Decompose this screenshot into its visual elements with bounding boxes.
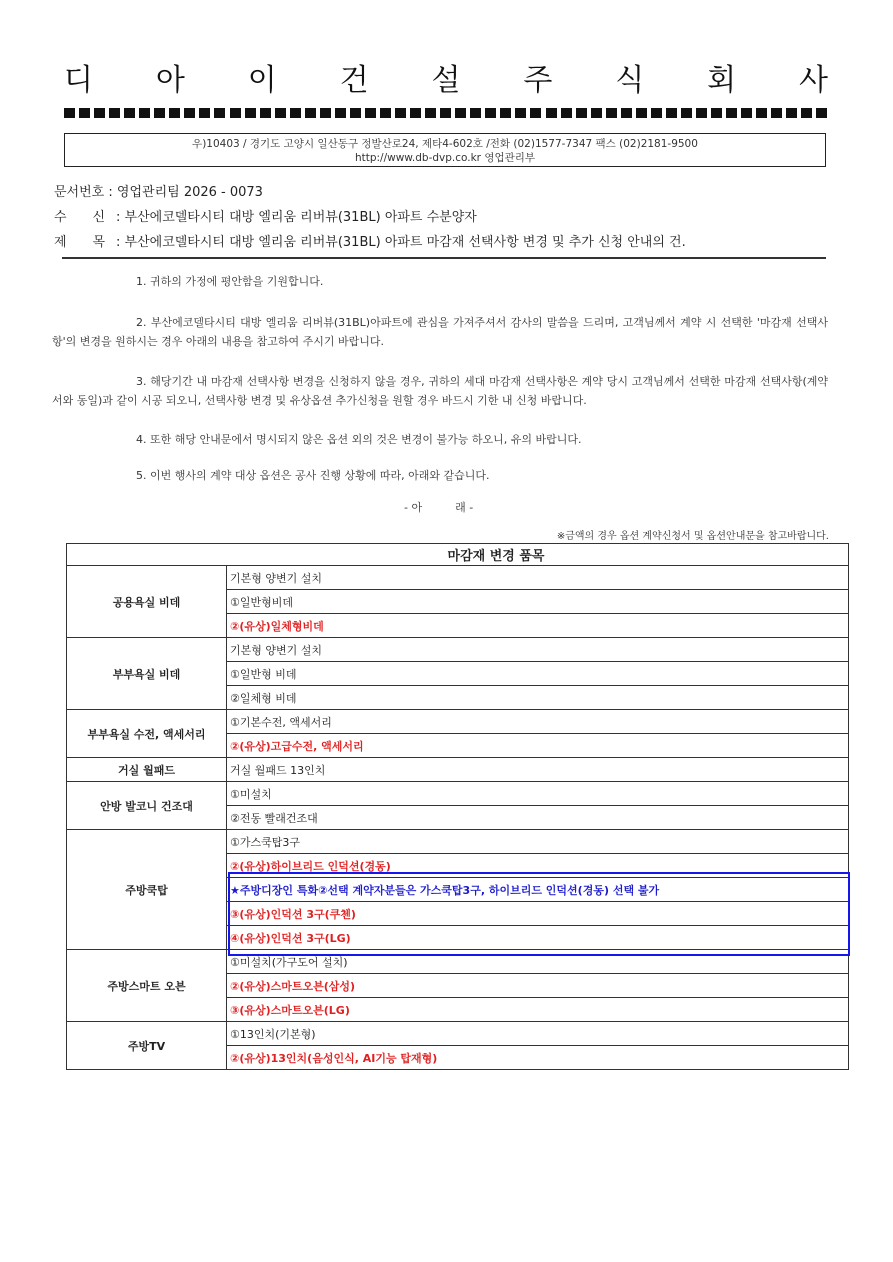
company-title-char: 건 [339,63,369,98]
divider-square [124,108,135,118]
divider-square [169,108,180,118]
option-cell: ②일체형 비데 [227,686,849,710]
divider-square [109,108,120,118]
divider-square [305,108,316,118]
recipient-value: 부산에코델타시티 대방 엘리움 리버뷰(31BL) 아파트 수분양자 [124,210,477,225]
company-title-char: 식 [615,63,645,98]
company-title-char: 회 [707,63,737,98]
address-box [64,133,826,167]
option-cell: 기본형 양변기 설치 [227,566,849,590]
option-cell: ①일반형비데 [227,590,849,614]
paragraph-5-text: 5. 이번 행사의 계약 대상 옵션은 공사 진행 상황에 따라, 아래와 같습니다. [136,469,490,482]
address-line: 우)10403 / 경기도 고양시 일산동구 정발산로24, 제타4-602호 /전화 (02)1577-7347 팩스 (02)2181-9500 [192,138,698,150]
divider-square [500,108,511,118]
divider-square [771,108,782,118]
document-number-value: 영업관리팀 2026 - 0073 [116,185,263,200]
divider-square [440,108,451,118]
option-cell: ①가스쿡탑3구 [227,830,849,854]
company-title-char: 주 [523,63,553,98]
divider-square [94,108,105,118]
option-cell: ②(유상)13인치(음성인식, AI기능 탑재형) [227,1046,849,1070]
header-divider [62,257,826,259]
divider-square [546,108,557,118]
divider-square [576,108,587,118]
table-row [67,782,849,806]
divider-square [741,108,752,118]
table-row [67,830,849,854]
divider-square [290,108,301,118]
category-cell: 주방스마트 오븐 [67,950,227,1022]
table-row [67,950,849,974]
table-row [67,710,849,734]
divider-square [365,108,376,118]
divider-square [530,108,541,118]
document-number-label: 문서번호 [54,185,105,200]
paragraph-3-text: 3. 해당기간 내 마감재 선택사항 변경을 신청하지 않을 경우, 귀하의 세대 마감재 선택사항은 계약 당시 고객님께서 선택한 마감재 선택사항(계약서와 동일)과 같이 시공 되오니, 선택사항 변경 및 유상옵션 추가신청을 원할 경우 바드시 기한 내 신청 바랍니다. [52,375,828,407]
divider-square [275,108,286,118]
divider-square [64,108,75,118]
category-cell: 주방TV [67,1022,227,1070]
option-cell: 거실 월패드 13인치 [227,758,849,782]
divider-square [154,108,165,118]
divider-square [395,108,406,118]
divider-square [561,108,572,118]
divider-square [214,108,225,118]
paragraph-2 [52,313,828,351]
divider-square [801,108,812,118]
divider-square [335,108,346,118]
divider-square [591,108,602,118]
divider-square [320,108,331,118]
option-cell: ①미설치(가구도어 설치) [227,950,849,974]
subject: 제 목 : 부산에코델타시티 대방 엘리움 리버뷰(31BL) 아파트 마감재 선택사항 변경 및 추가 신청 안내의 건. [54,231,686,250]
divider-square [455,108,466,118]
paragraph-3 [52,372,828,410]
option-cell: ①일반형 비데 [227,662,849,686]
recipient: 수 신 : 부산에코델타시티 대방 엘리움 리버뷰(31BL) 아파트 수분양자 [54,206,477,225]
table-title-row [67,544,849,566]
divider-square [245,108,256,118]
option-cell: ②전동 빨래건조대 [227,806,849,830]
paragraph-1 [52,272,828,291]
decorative-square-divider [64,108,828,118]
website-line: http://www.db-dvp.co.kr 영업관리부 [354,152,536,164]
divider-square [230,108,241,118]
category-cell: 거실 월패드 [67,758,227,782]
divider-square [470,108,481,118]
below-heading: - 아 래 - [404,501,474,514]
divider-square [756,108,767,118]
divider-square [380,108,391,118]
company-title-char: 아 [155,63,185,98]
company-title-char: 설 [431,63,461,98]
price-note: ※금액의 경우 옵션 계약신청서 및 옵션안내문을 참고바랍니다. [556,531,829,542]
divider-square [425,108,436,118]
option-cell: ①미설치 [227,782,849,806]
finishing-items-table [66,543,849,1070]
option-cell: ③(유상)인덕션 3구(쿠첸) [227,902,849,926]
option-cell: ①기본수전, 액세서리 [227,710,849,734]
recipient-label: 수 신 [54,210,106,225]
divider-square [515,108,526,118]
subject-value: 부산에코델타시티 대방 엘리움 리버뷰(31BL) 아파트 마감재 선택사항 변경 및 추가 신청 안내의 건. [124,235,686,250]
category-cell: 부부욕실 비데 [67,638,227,710]
paragraph-4 [52,430,828,449]
divider-square [139,108,150,118]
divider-square [681,108,692,118]
divider-square [636,108,647,118]
option-cell: ④(유상)인덕션 3구(LG) [227,926,849,950]
divider-square [184,108,195,118]
company-title-char: 사 [799,63,828,98]
company-title-char: 이 [247,63,277,98]
paragraph-1-text: 1. 귀하의 가정에 평안함을 기원합니다. [136,275,324,288]
divider-square [696,108,707,118]
divider-square [79,108,90,118]
table-row [67,638,849,662]
divider-square [485,108,496,118]
divider-square [786,108,797,118]
divider-square [816,108,827,118]
paragraph-5 [52,466,828,485]
company-title-char: 디 [64,63,93,98]
divider-square [410,108,421,118]
table-title: 마감재 변경 품목 [67,544,849,566]
option-cell: ②(유상)스마트오븐(삼성) [227,974,849,998]
divider-square [726,108,737,118]
company-title [64,55,828,99]
divider-square [711,108,722,118]
option-cell: ②(유상)일체형비데 [227,614,849,638]
category-cell: 부부욕실 수전, 액세서리 [67,710,227,758]
subject-label: 제 목 [54,235,106,250]
option-cell: ★주방디장인 특화②선택 계약자분들은 가스쿡탑3구, 하이브리드 인덕션(경동) 선택 불가 [227,878,849,902]
option-cell: ②(유상)하이브리드 인덕션(경동) [227,854,849,878]
category-cell: 공용욕실 비데 [67,566,227,638]
divider-square [621,108,632,118]
category-cell: 안방 발코니 건조대 [67,782,227,830]
divider-square [606,108,617,118]
table-row [67,758,849,782]
table-row [67,566,849,590]
option-cell: ③(유상)스마트오븐(LG) [227,998,849,1022]
category-cell: 주방쿡탑 [67,830,227,950]
divider-square [260,108,271,118]
divider-square [666,108,677,118]
option-cell: ①13인치(기본형) [227,1022,849,1046]
paragraph-2-text: 2. 부산에코델타시티 대방 엘리움 리버뷰(31BL)아파트에 관심을 가져주셔서 감사의 말씀을 드리며, 고객님께서 계약 시 선택한 '마감재 선택사항'의 변경을 원하시는 경우 아래의 내용을 참고하여 주시기 바랍니다. [52,316,828,348]
document-number: 문서번호 : 영업관리팀 2026 - 0073 [54,181,263,200]
paragraph-4-text: 4. 또한 해당 안내문에서 명시되지 않은 옵션 외의 것은 변경이 불가능 하오니, 유의 바랍니다. [136,433,582,446]
option-cell: ②(유상)고급수전, 액세서리 [227,734,849,758]
divider-square [350,108,361,118]
option-cell: 기본형 양변기 설치 [227,638,849,662]
table-row [67,1022,849,1046]
divider-square [199,108,210,118]
divider-square [651,108,662,118]
